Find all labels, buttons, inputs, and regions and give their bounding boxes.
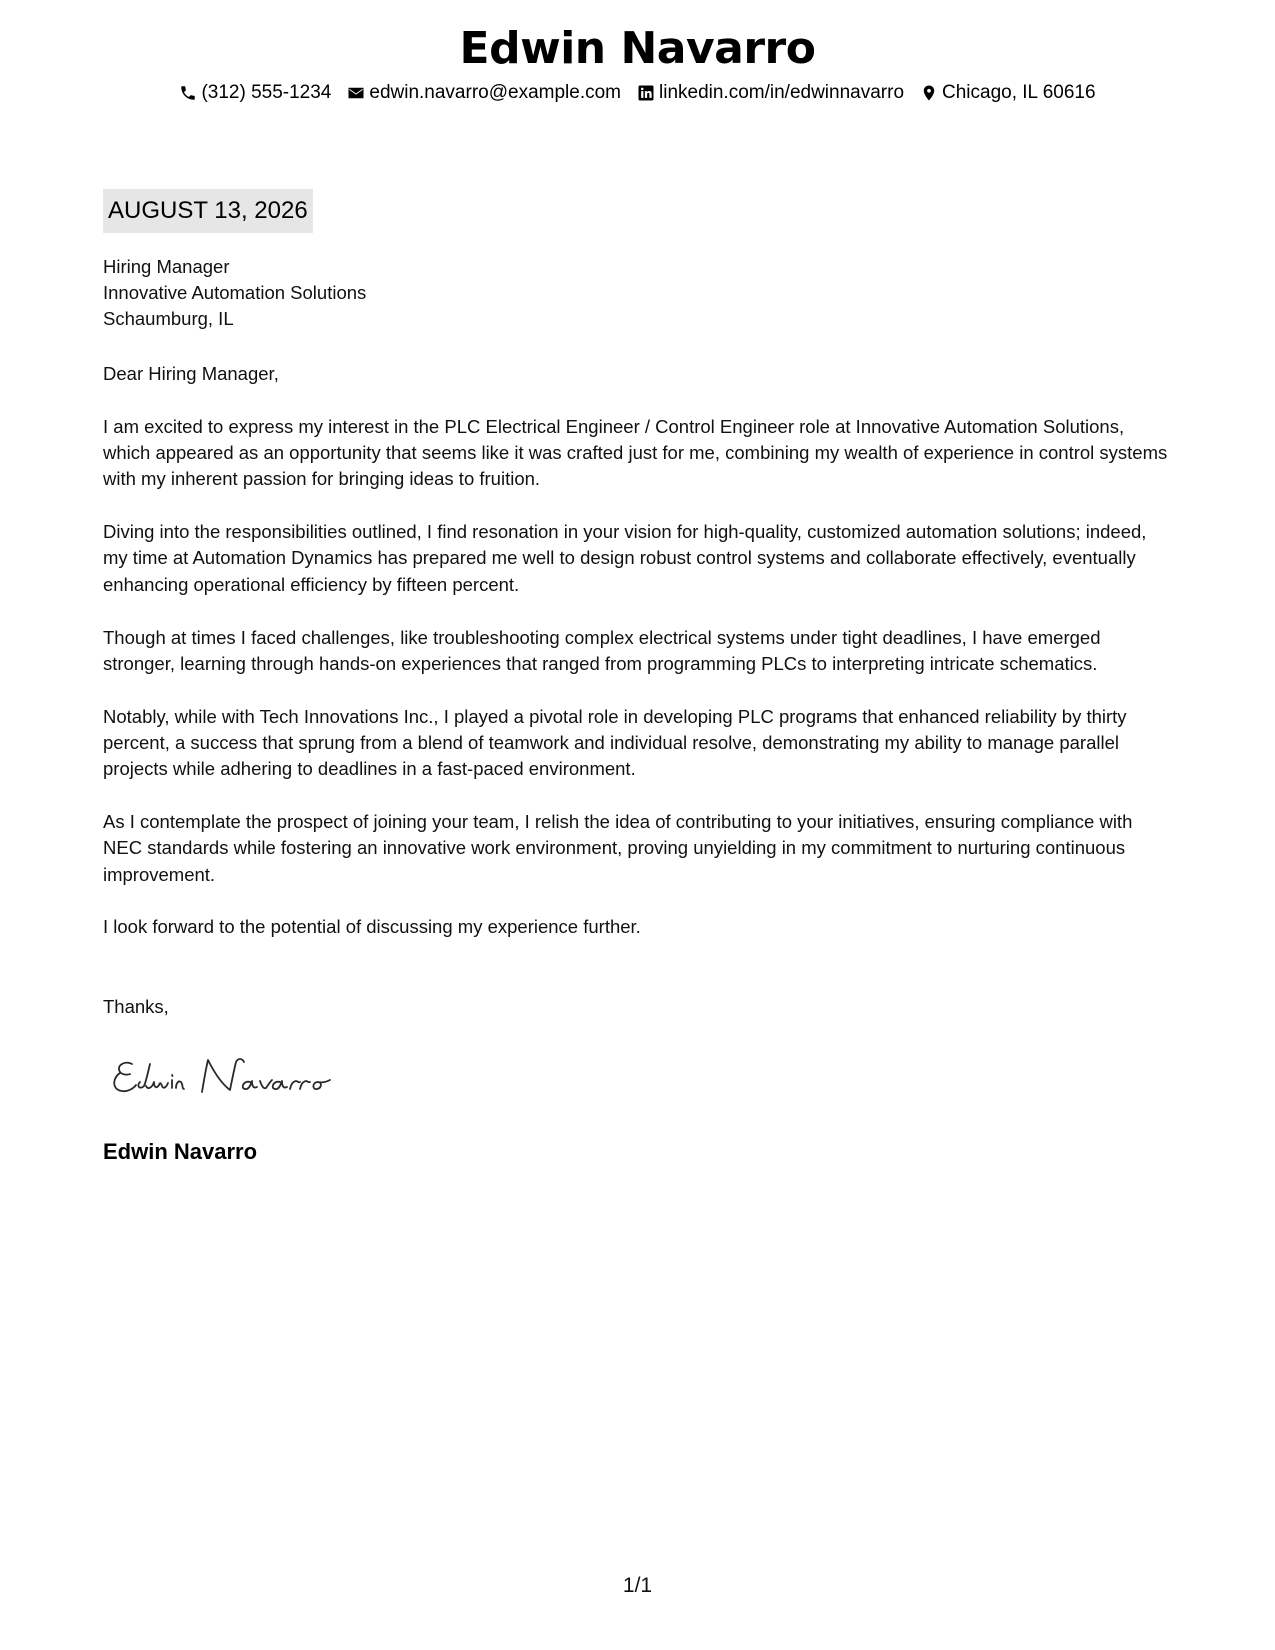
recipient-location: Schaumburg, IL xyxy=(103,308,234,329)
contact-location xyxy=(920,80,1096,106)
salutation: Dear Hiring Manager, xyxy=(103,363,279,384)
phone-icon xyxy=(179,84,197,102)
body-paragraph: I look forward to the potential of discussing my experience further. xyxy=(103,916,641,938)
body-paragraph: Though at times I faced challenges, like troubleshooting complex electrical systems under tight deadlines, I have emerged stronger, learning through hands-on experiences that ranged from programming PLCs to interpreting intricate schematics. xyxy=(103,626,1101,674)
contact-linkedin xyxy=(637,80,904,106)
page-indicator: 1/1 xyxy=(622,1574,653,1597)
phone-text: (312) 555-1234 xyxy=(201,82,332,103)
recipient-block xyxy=(103,254,366,332)
email-text: edwin.navarro@example.com xyxy=(369,82,621,103)
letter-header xyxy=(0,20,1275,106)
letter-date: AUGUST 13, 2026 xyxy=(103,189,313,233)
recipient-company: Innovative Automation Solutions xyxy=(103,282,367,303)
linkedin-icon xyxy=(637,84,655,102)
body-paragraph: I am excited to express my interest in the PLC Electrical Engineer / Control Engineer role at Innovative Automation Solutions, which appeared as an opportunity that seems like it was crafted just for me, combining my wealth of experience in control systems with my inherent passion for bringing ideas to fruition. xyxy=(103,415,1168,490)
body-paragraph: Notably, while with Tech Innovations Inc., I played a pivotal role in developing PLC programs that enhanced reliability by thirty percent, a success that sprung from a blend of teamwork and individual resolve, demonstrating my ability to manage parallel projects while adhering to deadlines in a fast-paced environment. xyxy=(103,705,1127,780)
letter-body xyxy=(103,361,1175,967)
map-pin-icon xyxy=(920,84,938,102)
body-paragraph: Diving into the responsibilities outlined, I find resonation in your vision for high-quality, customized automation solutions; indeed, my time at Automation Dynamics has prepared me well to design robust control systems and collaborate effectively, eventually enhancing operational efficiency by fifteen percent. xyxy=(103,521,1147,595)
recipient-title: Hiring Manager xyxy=(103,256,230,277)
envelope-icon xyxy=(347,84,365,102)
location-text: Chicago, IL 60616 xyxy=(942,82,1096,103)
contact-email xyxy=(347,80,621,106)
body-paragraph: As I contemplate the prospect of joining your team, I relish the idea of contributing to your initiatives, ensuring compliance with NEC standards while fostering an innovative work environment, proving unyielding in my commitment to nurturing continuous improvement. xyxy=(103,811,1133,885)
applicant-name: Edwin Navarro xyxy=(459,23,816,74)
handwritten-signature xyxy=(110,1052,360,1100)
linkedin-text: linkedin.com/in/edwinnavarro xyxy=(659,82,905,103)
closing-line: Thanks, xyxy=(103,996,169,1017)
signer-name: Edwin Navarro xyxy=(103,1139,258,1164)
contact-info xyxy=(0,80,1275,106)
contact-phone xyxy=(179,80,331,106)
